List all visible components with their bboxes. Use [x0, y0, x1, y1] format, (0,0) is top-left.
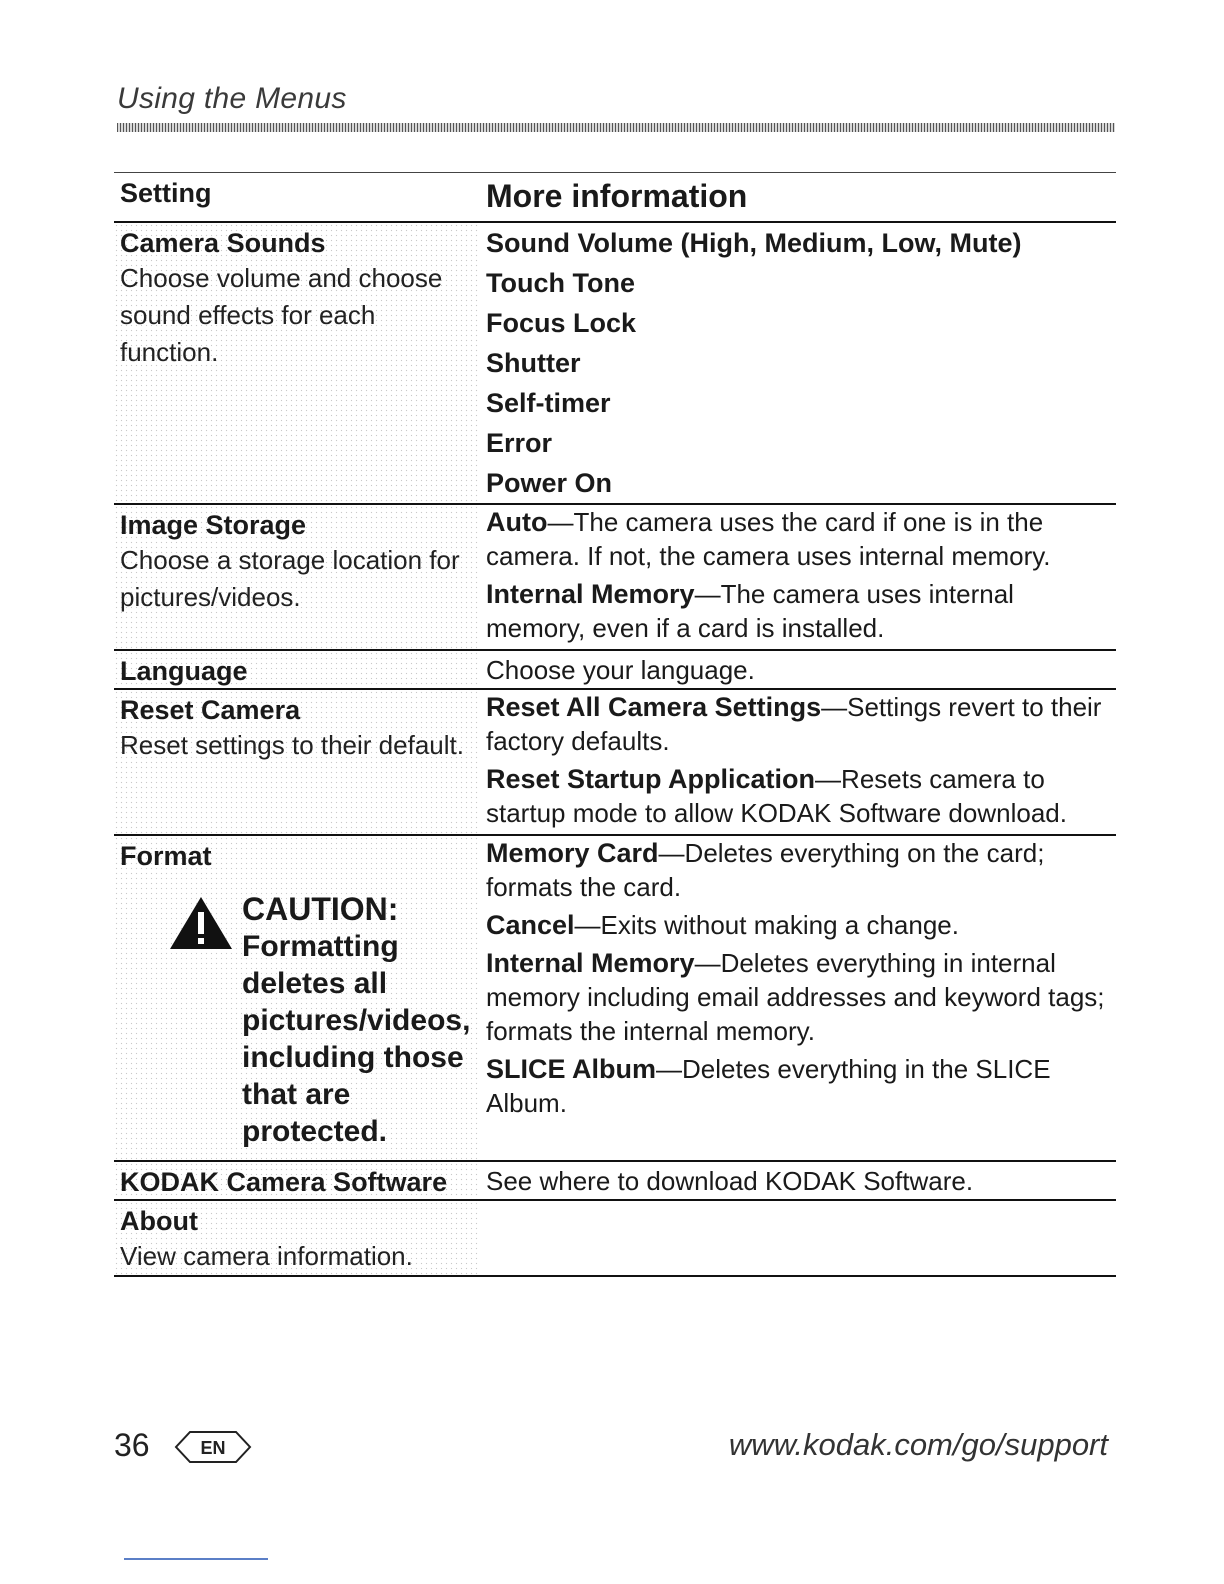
option-power-on: Power On: [486, 468, 613, 498]
setting-description: View camera information.: [120, 1241, 413, 1271]
info-cell: [480, 504, 1116, 650]
option-text: —Settings revert to their factory defaults.: [486, 692, 1102, 756]
setting-name: Camera Sounds: [120, 228, 326, 258]
caution-text: Formatting deletes all pictures/videos, including those that are protected.: [242, 930, 471, 1148]
setting-name: Reset Camera: [120, 695, 301, 725]
header-rule: [117, 123, 1115, 132]
option-sound-volume: Sound Volume (High, Medium, Low, Mute): [486, 228, 1022, 258]
option-internal-memory: [486, 577, 1110, 645]
setting-description: Choose volume and choose sound effects for each function.: [120, 263, 443, 367]
setting-cell: [114, 504, 480, 650]
info-text: Choose your language.: [486, 655, 755, 685]
option-term: Memory Card: [486, 838, 659, 868]
option-term: SLICE Album: [486, 1054, 657, 1084]
settings-table: [114, 172, 1116, 1277]
table-row-kodak-software: [114, 1161, 1116, 1200]
setting-description: Choose a storage location for pictures/videos.: [120, 545, 460, 612]
table-row-reset-camera: [114, 689, 1116, 835]
language-badge-text: EN: [200, 1438, 226, 1458]
page-header-title: Using the Menus: [117, 82, 347, 115]
option-auto: [486, 505, 1110, 573]
setting-cell: [114, 835, 480, 1161]
option-text: —Deletes everything on the card; formats the card.: [486, 838, 1045, 902]
option-text: —Deletes everything in internal memory including email addresses and keyword tags; formats the internal memory.: [486, 948, 1105, 1046]
info-cell: [480, 1161, 1116, 1200]
option-text: —Deletes everything in the SLICE Album.: [486, 1054, 1051, 1118]
option-focus-lock: Focus Lock: [486, 308, 637, 338]
bottom-rule: [124, 1558, 268, 1560]
column-header-setting: Setting: [120, 178, 212, 208]
setting-cell: [114, 650, 480, 689]
setting-cell: [114, 222, 480, 504]
table-header-row: [114, 173, 1116, 223]
option-touch-tone: Touch Tone: [486, 268, 635, 298]
caution-block: [168, 891, 474, 1150]
option-cancel: [486, 908, 1110, 942]
setting-name: About: [120, 1206, 198, 1236]
option-memory-card: [486, 836, 1110, 904]
table-row-camera-sounds: [114, 222, 1116, 504]
option-text: —The camera uses the card if one is in the camera. If not, the camera uses internal memory.: [486, 507, 1051, 571]
option-slice-album: [486, 1052, 1110, 1120]
setting-name: Image Storage: [120, 510, 307, 540]
column-header-more-info: More information: [486, 178, 748, 214]
info-cell: [480, 222, 1116, 504]
support-url: www.kodak.com/go/support: [728, 1427, 1108, 1462]
table-row-about: [114, 1200, 1116, 1276]
option-term: Internal Memory: [486, 948, 695, 978]
setting-name: Language: [120, 656, 248, 686]
option-term: Cancel: [486, 910, 575, 940]
info-cell: [480, 835, 1116, 1161]
info-text: See where to download KODAK Software.: [486, 1166, 974, 1196]
option-reset-startup: [486, 762, 1110, 830]
info-cell: [480, 1200, 1116, 1276]
option-term: Internal Memory: [486, 579, 695, 609]
info-cell: [480, 650, 1116, 689]
setting-description: Reset settings to their default.: [120, 730, 464, 760]
setting-name: KODAK Camera Software: [120, 1167, 448, 1197]
table-row-format: [114, 835, 1116, 1161]
setting-name: Format: [120, 841, 212, 871]
option-error: Error: [486, 428, 553, 458]
option-text: —Resets camera to startup mode to allow KODAK Software download.: [486, 764, 1067, 828]
option-shutter: Shutter: [486, 348, 581, 378]
warning-icon: [168, 895, 234, 951]
option-reset-all: [486, 690, 1110, 758]
info-cell: [480, 689, 1116, 835]
option-term: Reset All Camera Settings: [486, 692, 822, 722]
option-text: —The camera uses internal memory, even if a card is installed.: [486, 579, 1014, 643]
table-row-language: [114, 650, 1116, 689]
language-badge: [174, 1430, 252, 1464]
page-number: 36: [114, 1427, 150, 1463]
option-self-timer: Self-timer: [486, 388, 611, 418]
option-internal-memory: [486, 946, 1110, 1048]
option-text: —Exits without making a change.: [574, 910, 959, 940]
option-term: Reset Startup Application: [486, 764, 816, 794]
setting-cell: [114, 1161, 480, 1200]
option-term: Auto: [486, 507, 548, 537]
caution-label: CAUTION:: [242, 891, 399, 927]
setting-cell: [114, 689, 480, 835]
setting-cell: [114, 1200, 480, 1276]
table-row-image-storage: [114, 504, 1116, 650]
